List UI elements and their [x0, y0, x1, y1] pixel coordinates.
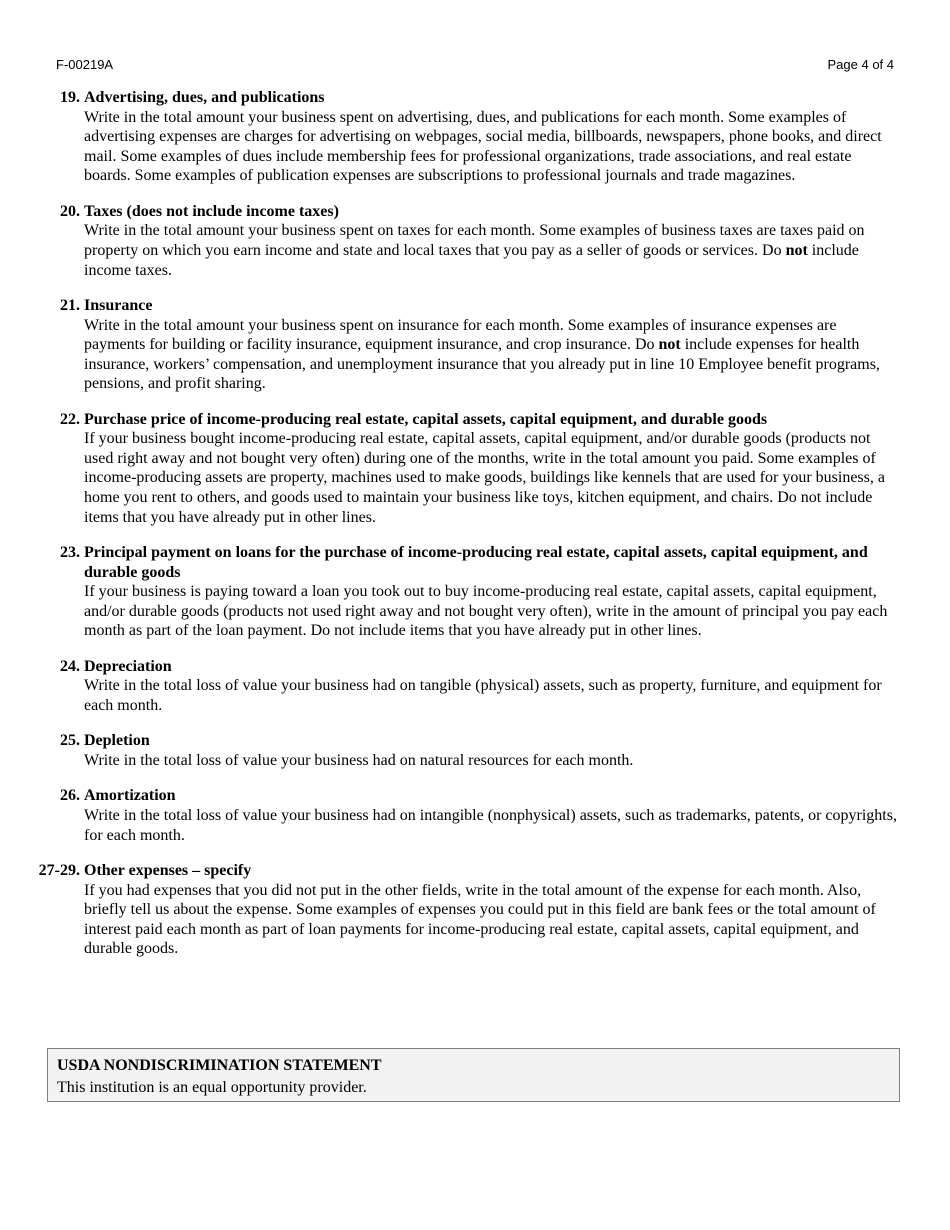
item-body: If you had expenses that you did not put in the other fields, write in the total amount of the expense for each month. Also, briefly tell us about the expense. Some examples of expenses you could put in this field are bank fees or the total amount of interest paid each month as part of loan payments for income-producing real estate, capital assets, capital equipment, and durable goods. — [84, 881, 876, 958]
item-body: Write in the total loss of value your business had on tangible (physical) assets, such as property, furniture, and equipment for each month. — [84, 677, 882, 715]
item-body: Write in the total loss of value your business had on intangible (nonphysical) assets, such as trademarks, patents, or copyrights, for each month. — [84, 806, 897, 844]
nondiscrimination-statement-box — [47, 1048, 900, 1102]
item-body: Write in the total amount your business spent on advertising, dues, and publications for each month. Some examples of advertising expenses are charges for advertising on webpages, social media, billboards, newspapers, phone books, and direct mail. Some examples of dues include membership fees for professional organizations, trade associations, and real estate boards. Some examples of publication expenses are subscriptions to professional journals and trade magazines. — [84, 108, 882, 185]
instruction-item-19 — [0, 88, 900, 186]
instruction-item-20 — [0, 202, 900, 280]
instruction-item-22 — [0, 410, 900, 528]
instruction-item-24 — [0, 657, 900, 716]
item-body: Write in the total amount your business spent on insurance for each month. Some examples of insurance expenses are payments for building or facility insurance, equipment insurance, and crop insurance. Do not include expenses for health insurance, workers’ compensation, and unemployment insurance that you already put in line 10 Employee benefit programs, pensions, and profit sharing. — [84, 316, 880, 393]
item-number: 21. — [60, 296, 80, 314]
item-title: Amortization — [84, 787, 176, 805]
instruction-item-21 — [0, 296, 900, 394]
item-title: Advertising, dues, and publications — [84, 89, 325, 106]
item-title: Purchase price of income-producing real estate, capital assets, capital equipment, and durable goods — [84, 410, 768, 428]
item-body: If your business is paying toward a loan you took out to buy income-producing real estate, capital assets, capital equipment, and/or durable goods (products not used right away and not bought very often), write in the amount of principal you pay each month as part of the loan payment. Do not include items that you have already put in other lines. — [84, 583, 888, 640]
item-title: Depreciation — [84, 657, 172, 675]
item-title: Taxes (does not include income taxes) — [84, 202, 339, 220]
statement-text: This institution is an equal opportunity provider. — [57, 1079, 367, 1096]
form-id: F-00219A — [56, 57, 114, 72]
item-number: 27-29. — [38, 861, 80, 879]
instruction-item-25 — [0, 731, 900, 770]
item-title: Principal payment on loans for the purchase of income-producing real estate, capital assets, capital equipment, and durable goods — [84, 544, 868, 581]
page-header — [56, 57, 894, 73]
item-number: 22. — [60, 410, 80, 428]
item-number: 23. — [60, 544, 80, 562]
emphasis-not: not — [658, 336, 681, 354]
instructions-list — [0, 88, 900, 975]
page-number: Page 4 of 4 — [827, 57, 894, 72]
instruction-item-23 — [0, 543, 900, 641]
item-body: Write in the total loss of value your business had on natural resources for each month. — [84, 752, 634, 769]
item-title: Depletion — [84, 732, 150, 750]
instruction-item-26 — [0, 786, 900, 845]
item-body: Write in the total amount your business spent on taxes for each month. Some examples of business taxes are taxes paid on property on which you earn income and state and local taxes that you pay as a seller of goods or services. Do not include income taxes. — [84, 222, 865, 279]
item-body: If your business bought income-producing real estate, capital assets, capital equipment, and/or durable goods (products not used right away and not bought very often) during one of the months, write in the total amount you paid. Some examples of income-producing assets are property, machines used to make goods, buildings like kennels that are used for your business, a home you rent to others, and goods used to maintain your business like toys, kitchen equipment, and chairs. Do not include items that you have already put in other lines. — [84, 430, 885, 526]
instruction-item-27-29 — [0, 861, 900, 959]
item-number: 20. — [60, 202, 80, 220]
item-number: 19. — [60, 89, 80, 106]
item-title: Other expenses – specify — [84, 861, 252, 879]
item-number: 26. — [60, 787, 80, 805]
item-title: Insurance — [84, 296, 153, 314]
item-number: 24. — [60, 657, 80, 675]
emphasis-not: not — [785, 241, 808, 259]
item-number: 25. — [60, 732, 80, 750]
statement-title: USDA NONDISCRIMINATION STATEMENT — [57, 1057, 382, 1074]
